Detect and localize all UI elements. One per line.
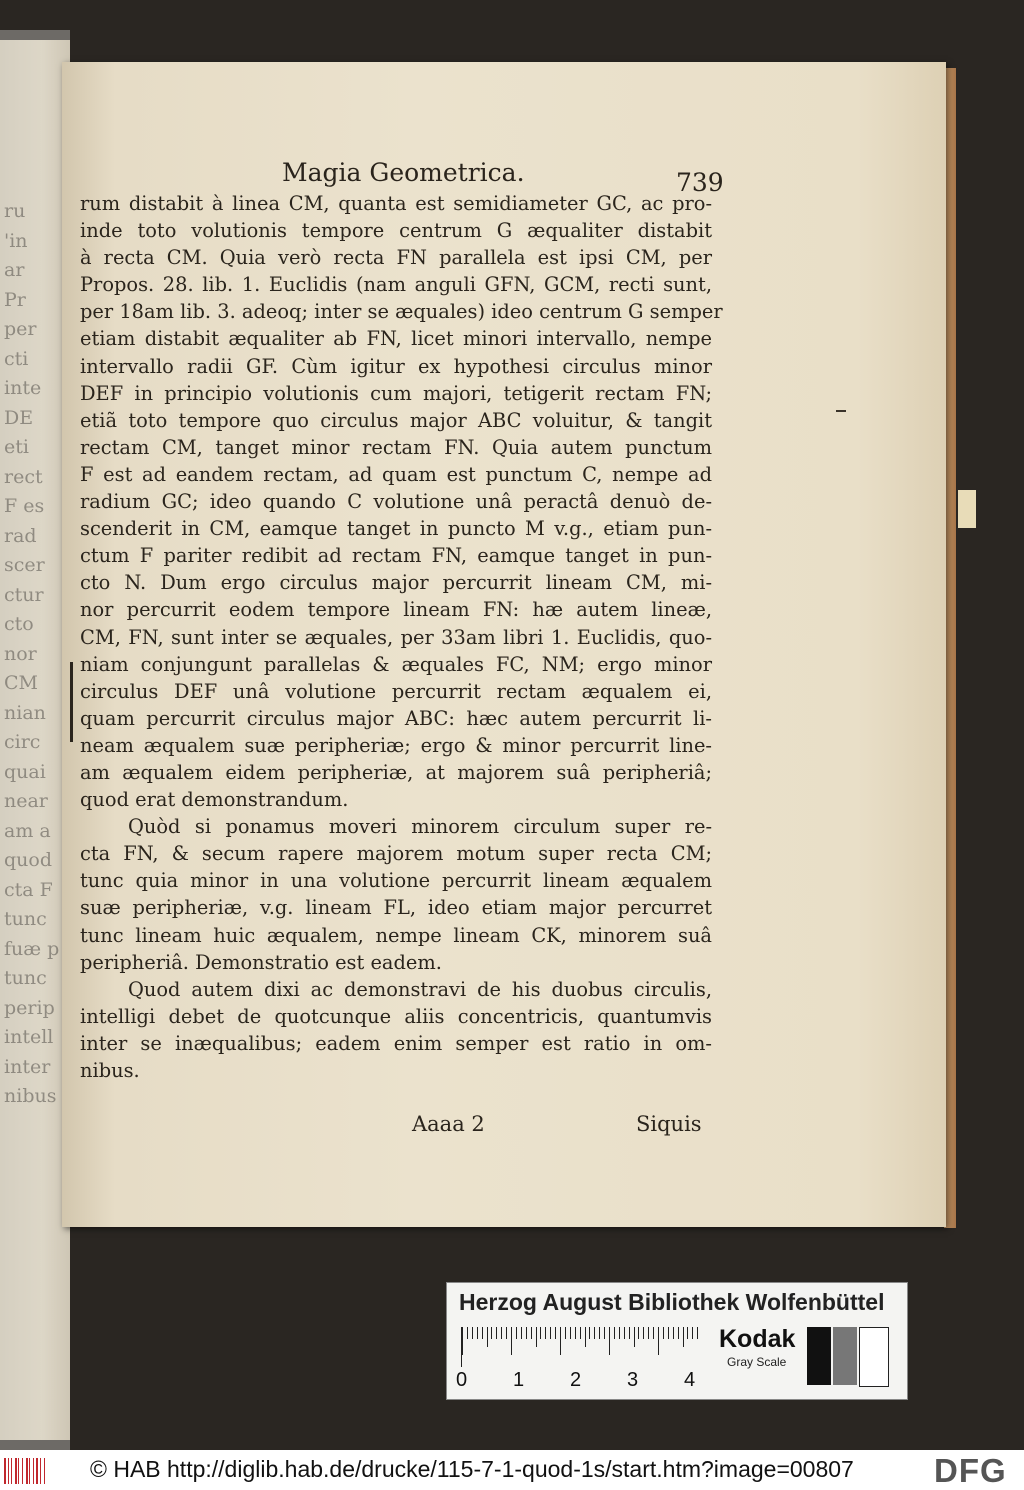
ruler-tick: [491, 1327, 492, 1339]
barcode-bar: [44, 1458, 45, 1484]
text-line: DEF in principio volutionis cum majori, tetigerit rectam FN;: [80, 381, 712, 405]
ruler-number: 0: [456, 1369, 468, 1391]
text-line: cta FN, & secum rapere majorem motum super recta CM;: [80, 842, 712, 866]
left-page-fragment-text: near: [4, 790, 48, 812]
ruler-tick: [501, 1327, 502, 1339]
left-page-fragment-text: inter: [4, 1055, 51, 1078]
text-line: ctum F pariter redibit ad rectam FN, eamque tanget in pun-: [80, 544, 712, 568]
barcode-icon: [4, 1458, 48, 1484]
left-page-fragment-text: rad: [4, 524, 37, 547]
left-page-fragment-text: quod: [4, 849, 53, 871]
left-page-fragment-text: per: [4, 318, 37, 340]
color-card: [446, 1282, 908, 1400]
ruler-tick: [658, 1327, 659, 1355]
left-page-fragment-text: eti: [4, 436, 29, 458]
left-page-fragment-text: circ: [4, 731, 41, 753]
text-line: radium GC; ideo quando C volutione unâ peractâ denuò de-: [80, 490, 712, 514]
ruler-tick: [614, 1327, 615, 1339]
ruler-tick: [673, 1327, 674, 1339]
signature-mark: Aaaa 2: [412, 1112, 485, 1136]
ruler-tick: [477, 1327, 478, 1339]
ruler-tick: [580, 1327, 581, 1339]
barcode-bar: [4, 1458, 6, 1484]
text-line: circulus DEF unâ volutione percurrit rectam æqualem ei,: [80, 679, 712, 703]
ruler-tick: [594, 1327, 595, 1339]
ruler-tick: [516, 1327, 517, 1339]
page-number: 739: [676, 168, 724, 197]
left-page-fragment-text: ru: [4, 200, 26, 222]
left-page-fragment-text: inte: [4, 377, 42, 399]
card-institution: Herzog August Bibliothek Wolfenbüttel: [459, 1289, 885, 1315]
gray-scale-label: Gray Scale: [727, 1355, 787, 1369]
left-page-fragment-text: tunc: [4, 967, 47, 989]
ruler-tick: [467, 1327, 468, 1339]
text-line: suæ peripheriæ, v.g. lineam FL, ideo etiam major percurret: [80, 896, 712, 920]
ruler-number: 1: [513, 1369, 525, 1391]
ruler-tick: [472, 1327, 473, 1339]
ruler-tick: [585, 1327, 586, 1347]
barcode-bar: [18, 1458, 19, 1484]
ruler-tick: [683, 1327, 684, 1347]
left-page-fragment-text: ctur: [4, 583, 44, 606]
ruler-tick: [624, 1327, 625, 1339]
ruler-number: 4: [684, 1369, 696, 1391]
barcode-bar: [29, 1458, 30, 1484]
ruler-tick: [462, 1327, 463, 1355]
text-line: cto N. Dum ergo circulus major percurrit lineam CM, mi-: [80, 571, 712, 595]
text-line: intelligi debet de quotcunque aliis concentricis, quantumvis: [80, 1004, 712, 1028]
ruler-tick: [687, 1327, 688, 1339]
barcode-bar: [40, 1458, 41, 1484]
left-page-fragment-text: cto: [4, 613, 34, 635]
text-line: per 18am lib. 3. adeoq; inter se æquales) ideo centrum G semper: [80, 300, 723, 324]
ruler-tick: [638, 1327, 639, 1339]
page-body-text: [80, 190, 723, 1084]
ruler-tick: [506, 1327, 507, 1339]
ruler-tick: [629, 1327, 630, 1339]
footer-copyright-url[interactable]: © HAB http://diglib.hab.de/drucke/115-7-1-quod-1s/start.htm?image=00807: [90, 1456, 854, 1482]
ruler-tick: [697, 1327, 698, 1339]
ruler-tick: [536, 1327, 537, 1347]
barcode-bar: [26, 1458, 28, 1484]
footer-bar: [0, 1450, 1024, 1490]
running-head: Magia Geometrica.: [282, 158, 525, 187]
ruler-tick: [589, 1327, 590, 1339]
ruler-tick: [526, 1327, 527, 1339]
text-line: inde toto volutionis tempore centrum G æqualiter distabit: [80, 219, 712, 243]
ruler-tick: [560, 1327, 561, 1355]
text-line: F est ad eandem rectam, ad quam est punctum C, nempe ad: [80, 462, 712, 486]
ruler-tick: [619, 1327, 620, 1339]
barcode-bar: [15, 1458, 17, 1484]
ruler-tick: [540, 1327, 541, 1339]
gray-swatch-black: [807, 1327, 831, 1385]
left-page-fragment-text: nor: [4, 642, 37, 665]
text-line: quam percurrit circulus major ABC: hæc autem percurrit li-: [80, 706, 712, 730]
text-line: CM, FN, sunt inter se æquales, per 33am libri 1. Euclidis, quo-: [80, 625, 712, 649]
ruler-tick: [692, 1327, 693, 1339]
left-page-fragment-text: nibus: [4, 1085, 57, 1107]
left-page-fragment-text: scer: [4, 554, 45, 576]
text-line: peripheriâ. Demonstratio est eadem.: [80, 950, 442, 974]
left-page-fragment-text: tunc: [4, 908, 47, 930]
tissue-overlay: [0, 30, 70, 1450]
text-line: tunc quia minor in una volutione percurrit lineam æqualem: [80, 869, 712, 893]
left-page-fragment-text: fuæ p: [4, 937, 60, 960]
ruler-tick: [487, 1327, 488, 1347]
barcode-bar: [8, 1458, 9, 1484]
ruler-tick: [609, 1327, 610, 1355]
ruler-tick: [663, 1327, 664, 1339]
left-page-fragment-text: cti: [4, 347, 29, 370]
ruler-tick: [668, 1327, 669, 1339]
ruler-tick: [653, 1327, 654, 1339]
text-line: Quod autem dixi ac demonstravi de his duobus circulis,: [128, 977, 712, 1001]
left-page-fragment-text: DE: [4, 406, 34, 429]
ruler-tick: [678, 1327, 679, 1339]
ruler-tick: [555, 1327, 556, 1339]
left-page-fragment-text: perip: [4, 996, 55, 1019]
text-line: etiam distabit æqualiter ab FN, licet minori intervallo, nempe: [80, 327, 712, 351]
text-line: niam conjungunt parallelas & æquales FC, NM; ergo minor: [80, 652, 712, 676]
text-line: Propos. 28. lib. 1. Euclidis (nam anguli GFN, GCM, recti sunt,: [80, 273, 712, 297]
ruler-tick: [482, 1327, 483, 1339]
ruler-tick: [604, 1327, 605, 1339]
text-line: quod erat demonstrandum.: [80, 788, 349, 812]
text-line: inter se inæqualibus; eadem enim semper est ratio in om-: [80, 1031, 712, 1055]
barcode-bar: [11, 1458, 12, 1484]
left-page-fragment-text: am a: [4, 819, 51, 842]
ruler-number: 2: [570, 1369, 582, 1391]
text-line: intervallo radii GF. Cùm igitur ex hypothesi circulus minor: [80, 354, 712, 378]
margin-dash: [836, 410, 846, 412]
text-line: à recta CM. Quia verò recta FN parallela est ipsi CM, per: [80, 246, 712, 270]
text-line: neam æqualem suæ peripheriæ; ergo & minor percurrit line-: [80, 733, 712, 757]
ruler-tick: [565, 1327, 566, 1339]
text-line: nibus.: [80, 1059, 140, 1082]
gray-swatch-light: [859, 1327, 889, 1387]
kodak-logo: Kodak: [719, 1325, 796, 1353]
left-page-fragment-text: quai: [4, 760, 46, 783]
text-line: am æqualem eidem peripheriæ, at majorem suâ peripheriâ;: [80, 760, 712, 784]
barcode-bar: [33, 1458, 34, 1484]
ruler-tick: [634, 1327, 635, 1347]
dfg-logo: DFG: [934, 1452, 1007, 1489]
left-page-fragment-text: rect: [4, 465, 43, 488]
left-page-fragment-text: Pr: [4, 288, 26, 311]
ruler-tick: [531, 1327, 532, 1339]
text-line: etiã toto tempore quo circulus major ABC voluitur, & tangit: [80, 408, 712, 432]
ruler-tick: [643, 1327, 644, 1339]
ruler-tick: [545, 1327, 546, 1339]
ruler-tick: [648, 1327, 649, 1339]
scale-ruler: [456, 1327, 698, 1391]
barcode-bar: [36, 1458, 38, 1484]
ruler-tick: [550, 1327, 551, 1339]
text-line: rum distabit à linea CM, quanta est semidiameter GC, ac pro-: [80, 192, 712, 215]
text-line: rectam CM, tanget minor rectam FN. Quia autem punctum: [80, 435, 712, 459]
left-page-fragment-text: ar: [4, 259, 25, 281]
barcode-bar: [22, 1458, 23, 1484]
text-line: Quòd si ponamus moveri minorem circulum super re-: [128, 815, 712, 839]
bookmark-tab: [958, 490, 976, 528]
catchword: Siquis: [636, 1112, 702, 1136]
text-line: tunc lineam huic æqualem, nempe lineam CK, minorem suâ: [80, 923, 712, 947]
ruler-number: 3: [627, 1369, 639, 1391]
ruler-tick: [521, 1327, 522, 1339]
left-page-fragment-text: 'in: [4, 229, 28, 252]
left-page-fragment-text: cta F: [4, 878, 53, 901]
ruler-tick: [575, 1327, 576, 1339]
ruler-tick: [496, 1327, 497, 1339]
left-page-fragment-text: intell: [4, 1026, 54, 1048]
text-line: scenderit in CM, eamque tanget in puncto M v.g., etiam pun-: [80, 517, 712, 541]
left-page-fragment-text: nian: [4, 701, 46, 724]
text-line: nor percurrit eodem tempore lineam FN: hæ autem lineæ,: [80, 598, 712, 622]
gray-swatch-dark: [833, 1327, 857, 1385]
ruler-tick: [570, 1327, 571, 1339]
ruler-tick: [511, 1327, 512, 1355]
margin-mark: [70, 662, 73, 742]
left-page-fragment-text: CM: [4, 672, 38, 694]
left-page-fragment-text: F es: [4, 495, 45, 517]
ruler-tick: [599, 1327, 600, 1339]
